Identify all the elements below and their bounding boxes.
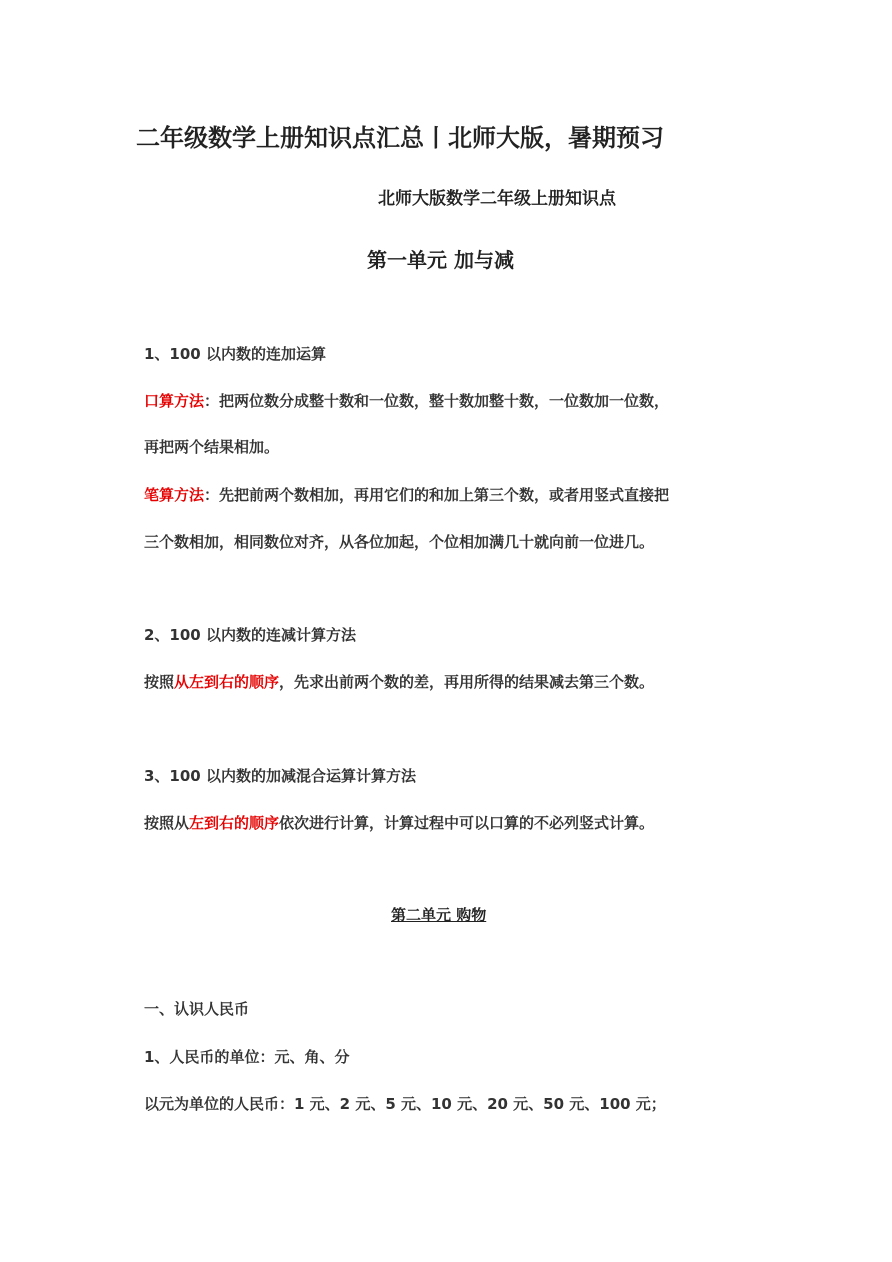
unit1-section3-text [144,812,654,833]
unit1-section2-text [144,671,654,692]
unit2-section-heading: 一、认识人民币 [144,1000,250,1018]
unit1-section1-oral [144,390,669,411]
oral-method-text: ：把两位数分成整十数和一位数，整十数加整十数，一位数加一位数， [204,392,670,410]
section2-text-pre: 按照 [144,673,175,691]
oral-method-label: 口算方法 [144,392,205,410]
unit1-section3-heading: 3、100 以内数的加减混合运算计算方法 [144,767,416,785]
written-method-text: ：先把前两个数相加，再用它们的和加上第三个数，或者用竖式直接把 [204,486,670,504]
unit2-item1: 1、人民币的单位：元、角、分 [144,1048,350,1066]
document-title: 二年级数学上册知识点汇总丨北师大版，暑期预习 [136,124,664,152]
section3-text-post: 依次进行计算，计算过程中可以口算的不必列竖式计算。 [279,814,655,832]
written-method-text-line2: 三个数相加，相同数位对齐，从各位加起，个位相加满几十就向前一位进几。 [144,533,655,551]
unit1-section1-written [144,484,669,505]
unit1-section1-heading: 1、100 以内数的连加运算 [144,345,326,363]
section2-highlight: 从左到右的顺序 [174,673,280,691]
section2-text-post: ，先求出前两个数的差，再用所得的结果减去第三个数。 [279,673,655,691]
unit2-item2: 以元为单位的人民币：1 元、2 元、5 元、10 元、20 元、50 元、100 元； [144,1095,666,1113]
section3-text-pre: 按照从 [144,814,190,832]
oral-method-text-line2: 再把两个结果相加。 [144,438,280,456]
unit2-heading: 第二单元 购物 [391,906,487,924]
written-method-label: 笔算方法 [144,486,205,504]
unit1-heading: 第一单元 加与减 [367,248,514,272]
unit1-section2-heading: 2、100 以内数的连减计算方法 [144,626,356,644]
section3-highlight: 左到右的顺序 [189,814,280,832]
document-subtitle: 北师大版数学二年级上册知识点 [378,189,616,209]
